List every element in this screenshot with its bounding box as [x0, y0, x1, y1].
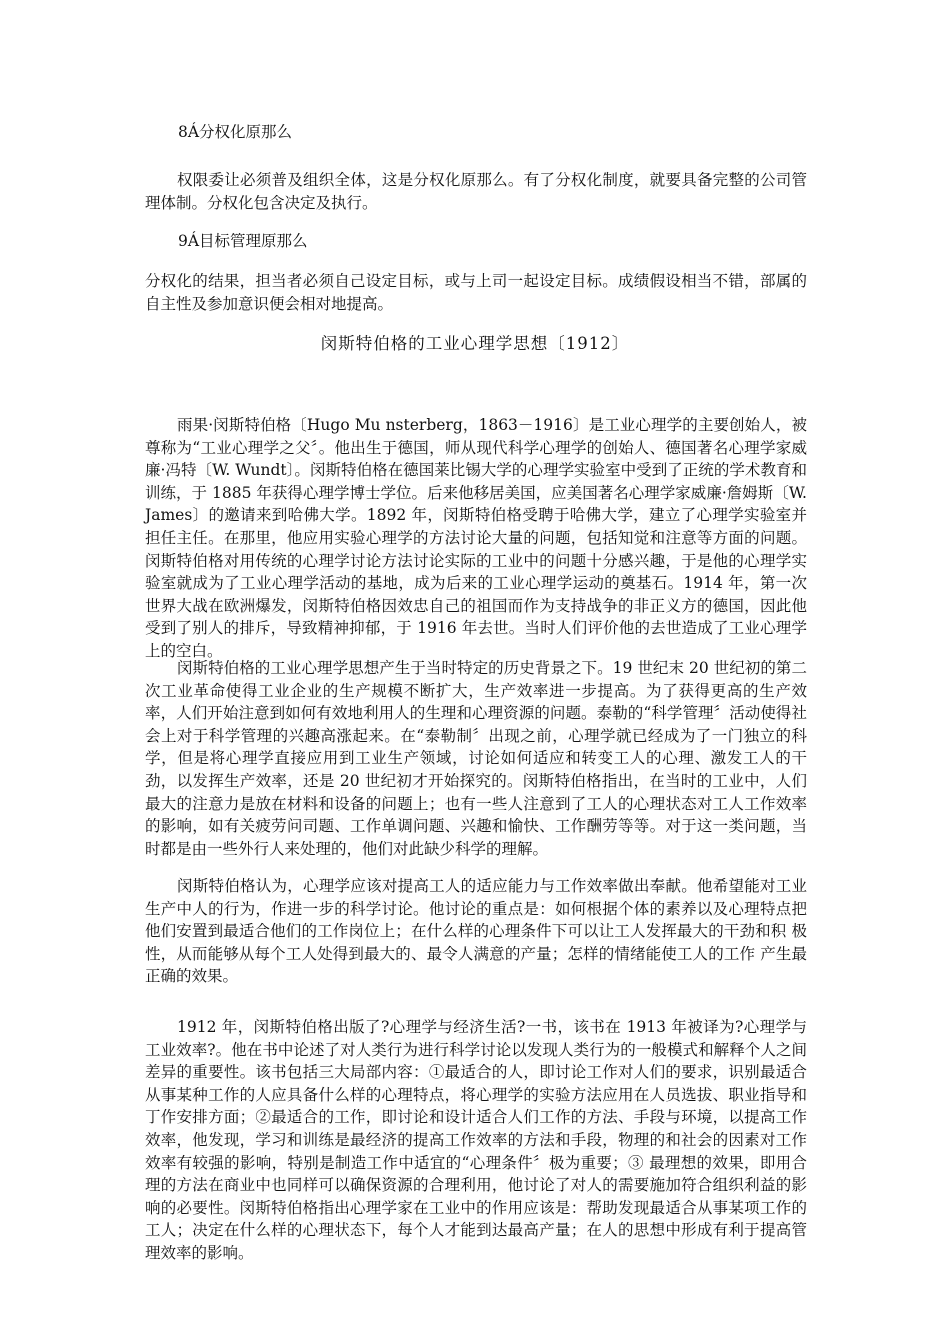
page-title: 闵斯特伯格的工业心理学思想〔1912〕	[320, 334, 630, 353]
paragraph-2: 闵斯特伯格的工业心理学思想产生于当时特定的历史背景之下。19 世纪末 20 世纪初的第二次工业革命使得工业企业的生产规模不断扩大，生产效率进一步提高。为了获得更高的生产效率，人们开始注意到如何有效地利用人的生理和心理资源的问题。泰勒的“科学管理〞活动使得社会上对于科学管理的兴趣高涨起来。在“泰勒制〞出现之前，心理学就已经成为了一门独立的科学，但是将心理学直接应用到工业生产领域，讨论如何适应和转变工人的心理、激发工人的干劲，以发挥生产效率，还是 20 世纪初才开始探究的。闵斯特伯格指出，在当时的工业中，人们最大的注意力是放在材料和设备的问题上；也有一些人注意到了工人的心理状态对工人工作效率的影响，如有关疲劳问司题、工作单调问题、兴趣和愉快、工作酬劳等等。对于这一类问题，当时都是由一些外行人来处理的，他们对此缺少科学的理解。	[145, 659, 807, 858]
section-9-text: 分权化的结果，担当者必须自己设定目标，或与上司一起设定目标。成绩假设相当不错，部属的自主性及参加意识便会相对地提高。	[145, 272, 807, 313]
section-8-text: 权限委让必须普及组织全体，这是分权化原那么。有了分权化制度，就要具备完整的公司管理体制。分权化包含决定及执行。	[145, 171, 807, 212]
section-9-heading: 9Á目标管理原那么	[178, 232, 308, 250]
paragraph-4: 1912 年，闵斯特伯格出版了?心理学与经济生活?一书，该书在 1913 年被译为?心理学与工业效率?。他在书中论述了对人类行为进行科学讨论以发现人类行为的一般模式和解释个人之间差异的重要性。该书包括三大局部内容：①最适合的人，即讨论工作对人们的要求，识别最适合从事某种工作的人应具备什么样的心理特点，将心理学的实验方法应用在人员选拔、职业指导和丁作安排方面；②最适合的工作，即讨论和设计适合人们工作的方法、手段与环境，以提高工作效率，他发现，学习和训练是最经济的提高工作效率的方法和手段，物理的和社会的因素对工作效率有较强的影响，特别是制造工作中适宜的“心理条件〞极为重要；③ 最理想的效果，即用合理的方法在商业中也同样可以确保资源的合理利用，他讨论了对人的需要施加符合组织利益的影响的必要性。闵斯特伯格指出心理学家在工业中的作用应该是：帮助发现最适合从事某项工作的工人；决定在什么样的心理状态下，每个人才能到达最高产量；在人的思想中形成有利于提高管理效率的影响。	[145, 1018, 807, 1262]
section-8-heading: 8Á分权化原那么	[178, 123, 293, 141]
paragraph-3: 闵斯特伯格认为，心理学应该对提高工人的适应能力与工作效率做出奉献。他希望能对工业 生产中人的行为，作进一步的科学讨论。他讨论的重点是：如何根据个体的素养以及心理特点把他们安置到最适合他们的工作岗位上；在什么样的心理条件下可以让工人发挥最大的干劲和积 极性，从而能够从每个工人处得到最大的、最令人满意的产量；怎样的情绪能使工人的工作 产生最正确的效果。	[145, 877, 807, 986]
paragraph-1: 雨果·闵斯特伯格〔Hugo Mu nsterberg，1863－1916〕是工业心理学的主要创始人，被尊称为“工业心理学之父〞。他出生于德国，师从现代科学心理学的创始人、德国著名心理学家威廉·冯特〔W. Wundt〕。闵斯特伯格在德国莱比锡大学的心理学实验室中受到了正统的学术教育和训练，于 1885 年获得心理学博士学位。后来他移居美国，应美国著名心理学家威廉·詹姆斯〔W. James〕的邀请来到哈佛大学。1892 年，闵斯特伯格受聘于哈佛大学，建立了心理学实验室并担任主任。在那里，他应用实验心理学的方法讨论大量的问题，包括知觉和注意等方面的问题。闵斯特伯格对用传统的心理学讨论方法讨论实际的工业中的问题十分感兴趣，于是他的心理学实验室就成为了工业心理学活动的基地，成为后来的工业心理学运动的奠基石。1914 年，第一次世界大战在欧洲爆发，闵斯特伯格因效忠自己的祖国而作为支持战争的非正义方的德国，因此他受到了别人的排斥，导致精神抑郁，于 1916 年去世。当时人们评价他的去世造成了工业心理学上的空白。	[145, 416, 807, 660]
